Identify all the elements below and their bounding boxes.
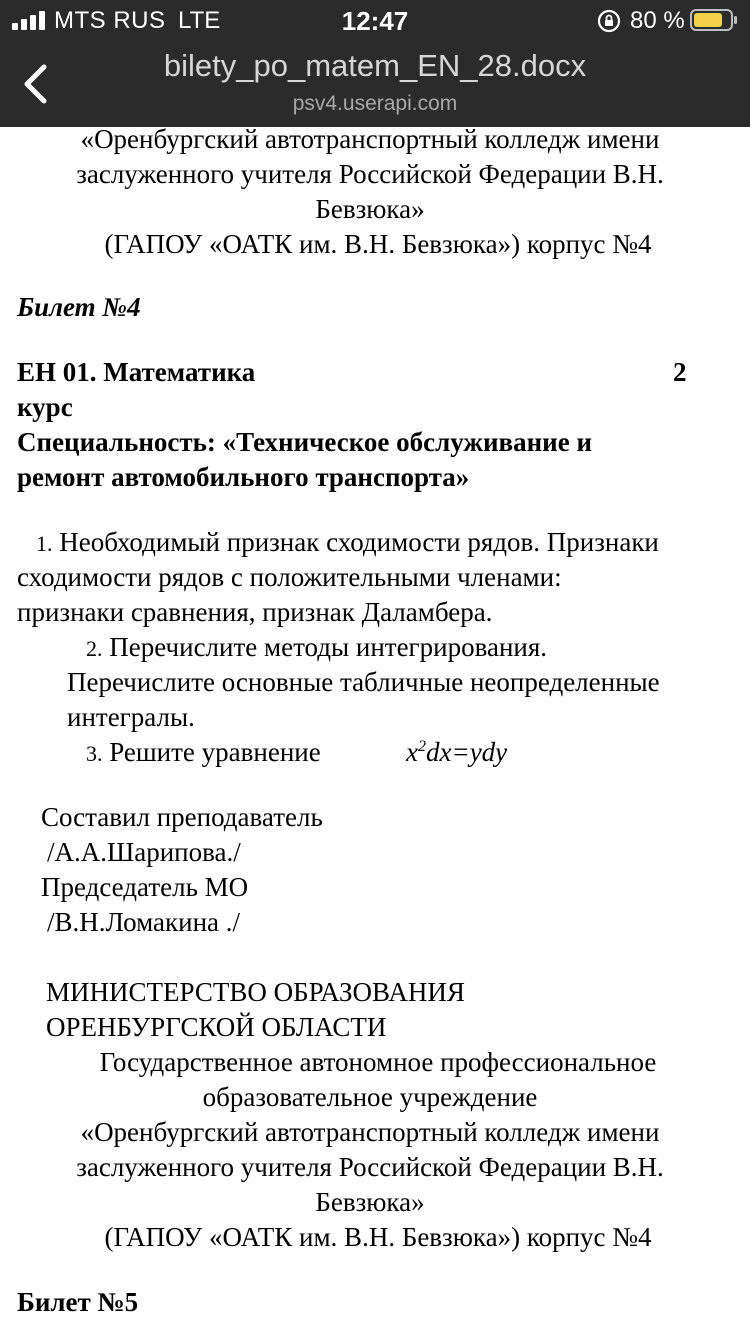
- question-2-number: 2.: [86, 636, 103, 661]
- question-3: [86, 735, 321, 771]
- document-viewer[interactable]: [0, 127, 750, 1334]
- question-3-number: 3.: [86, 741, 103, 766]
- equation-base: x: [406, 737, 418, 767]
- question-1: [36, 525, 659, 561]
- subject-title: ЕН 01. Математика: [17, 357, 256, 387]
- ticket-4-title: Билет №4: [17, 292, 141, 322]
- institution-line-1: Государственное автономное профессиональное: [99, 1047, 657, 1077]
- question-2: [86, 630, 547, 666]
- course-label: курс: [17, 392, 73, 422]
- chairman-label: Председатель МО: [41, 872, 249, 902]
- compiled-by-label: Составил преподаватель: [41, 802, 323, 832]
- navigation-bar: [0, 40, 750, 127]
- document-title: bilety_po_matem_EN_28.docx: [163, 48, 587, 83]
- teacher-name: /А.А.Шарипова./: [47, 837, 241, 867]
- specialty-line-1: Специальность: «Техническое обслуживание и: [17, 427, 593, 457]
- college-abbreviation: (ГАПОУ «ОАТК им. В.Н. Бевзюка») корпус №4: [104, 229, 652, 259]
- question-2-text-line-1: Перечислите методы интегрирования.: [109, 632, 548, 662]
- question-1-text-line-3: признаки сравнения, признак Даламбера.: [17, 597, 493, 627]
- question-1-text-line-1: Необходимый признак сходимости рядов. Признаки: [59, 527, 659, 557]
- question-3-text: Решите уравнение: [109, 737, 321, 767]
- back-button[interactable]: [10, 50, 66, 116]
- ministry-line-2: ОРЕНБУРГСКОЙ ОБЛАСТИ: [46, 1012, 387, 1042]
- college-name-line-1-next: «Оренбургский автотранспортный колледж имени: [80, 1117, 660, 1147]
- chairman-name: /В.Н.Ломакина ./: [47, 907, 241, 937]
- battery-icon: [690, 9, 738, 31]
- question-1-number: 1.: [36, 531, 53, 556]
- chevron-left-icon: [22, 64, 48, 104]
- college-name-line-2-next: заслуженного учителя Российской Федерации В.Н.: [76, 1152, 664, 1182]
- status-bar: [0, 0, 750, 40]
- ticket-5-title: Билет №5: [17, 1287, 139, 1317]
- battery-percent: 80 %: [630, 7, 685, 34]
- college-name-line-3: Бевзюка»: [315, 194, 425, 224]
- question-1-text-line-2: сходимости рядов с положительными членами:: [17, 562, 562, 592]
- question-2-text-line-2: Перечислите основные табличные неопределенные: [67, 667, 660, 697]
- ministry-line-1: МИНИСТЕРСТВО ОБРАЗОВАНИЯ: [46, 977, 465, 1007]
- specialty-line-2: ремонт автомобильного транспорта»: [17, 462, 470, 492]
- question-2-text-line-3: интегралы.: [67, 702, 195, 732]
- equation-exponent: 2: [417, 738, 426, 755]
- college-abbreviation-next: (ГАПОУ «ОАТК им. В.Н. Бевзюка») корпус №4: [104, 1222, 652, 1252]
- college-name-line-2: заслуженного учителя Российской Федерации В.Н.: [76, 159, 664, 189]
- college-name-line-3-next: Бевзюка»: [315, 1187, 425, 1217]
- clock: 12:47: [341, 6, 409, 36]
- institution-line-2: образовательное учреждение: [202, 1082, 538, 1112]
- rotation-lock-icon: [597, 9, 621, 33]
- college-name-line-1: «Оренбургский автотранспортный колледж имени: [80, 127, 660, 154]
- equation: [406, 735, 507, 770]
- top-bar: [0, 0, 750, 127]
- equation-rest: dx=ydy: [425, 737, 508, 767]
- document-source-url: psv4.userapi.com: [292, 92, 458, 115]
- carrier-name: MTS RUS: [54, 7, 166, 34]
- course-number: 2: [673, 357, 687, 387]
- network-type: LTE: [178, 7, 221, 34]
